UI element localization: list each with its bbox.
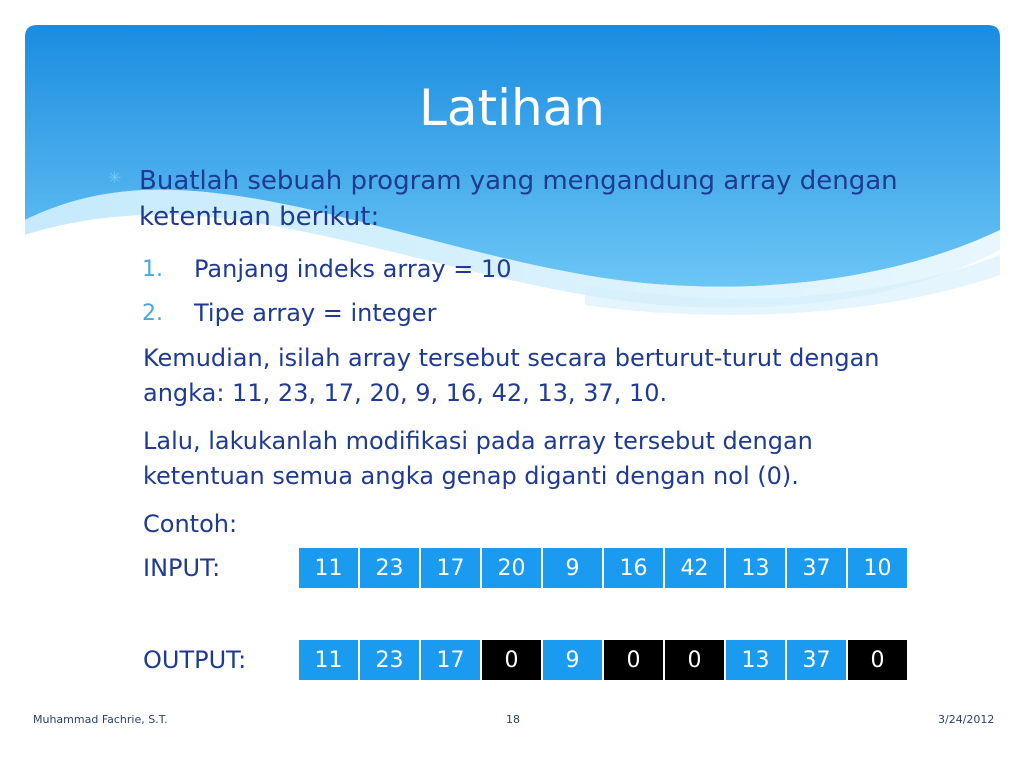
input-array-cell: 9	[543, 548, 602, 588]
footer-page-number: 18	[506, 713, 520, 726]
output-array-cell: 0	[848, 640, 907, 680]
output-array-cell: 11	[299, 640, 358, 680]
output-array-cell: 37	[787, 640, 846, 680]
input-array-cell: 17	[421, 548, 480, 588]
output-array-cell: 17	[421, 640, 480, 680]
input-array-cell: 11	[299, 548, 358, 588]
output-array-cell: 0	[604, 640, 663, 680]
numbered-item-2-text: Tipe array = integer	[194, 299, 437, 327]
output-label: OUTPUT:	[143, 646, 247, 674]
input-array	[299, 548, 909, 588]
output-array-cell: 13	[726, 640, 785, 680]
numbered-item-2-number: 2.	[142, 301, 163, 326]
slide-title: Latihan	[418, 79, 605, 137]
paragraph-fill-array: Kemudian, isilah array tersebut secara berturut-turut dengan angka: 11, 23, 17, 20, 9, 16, 42, 13, 37, 10.	[143, 344, 880, 407]
input-array-cell: 23	[360, 548, 419, 588]
footer-date: 3/24/2012	[938, 713, 995, 726]
asterisk-bullet-icon: ✳	[108, 168, 122, 187]
numbered-item-1-text: Panjang indeks array = 10	[194, 255, 512, 283]
footer-author: Muhammad Fachrie, S.T.	[33, 713, 168, 726]
input-array-cell: 20	[482, 548, 541, 588]
input-array-cell: 10	[848, 548, 907, 588]
input-label: INPUT:	[143, 554, 221, 582]
output-array-cell: 0	[665, 640, 724, 680]
output-array-cell: 23	[360, 640, 419, 680]
bullet-text: Buatlah sebuah program yang mengandung array dengan ketentuan berikut:	[139, 166, 898, 232]
output-array-cell: 9	[543, 640, 602, 680]
output-array-cell: 0	[482, 640, 541, 680]
input-array-cell: 42	[665, 548, 724, 588]
input-array-cell: 13	[726, 548, 785, 588]
input-array-cell: 37	[787, 548, 846, 588]
output-array	[299, 640, 909, 680]
input-array-cell: 16	[604, 548, 663, 588]
paragraph-example: Contoh:	[143, 510, 238, 538]
paragraph-modify-array: Lalu, lakukanlah modifikasi pada array tersebut dengan ketentuan semua angka genap diganti dengan nol (0).	[143, 427, 813, 490]
numbered-item-1-number: 1.	[142, 257, 163, 282]
